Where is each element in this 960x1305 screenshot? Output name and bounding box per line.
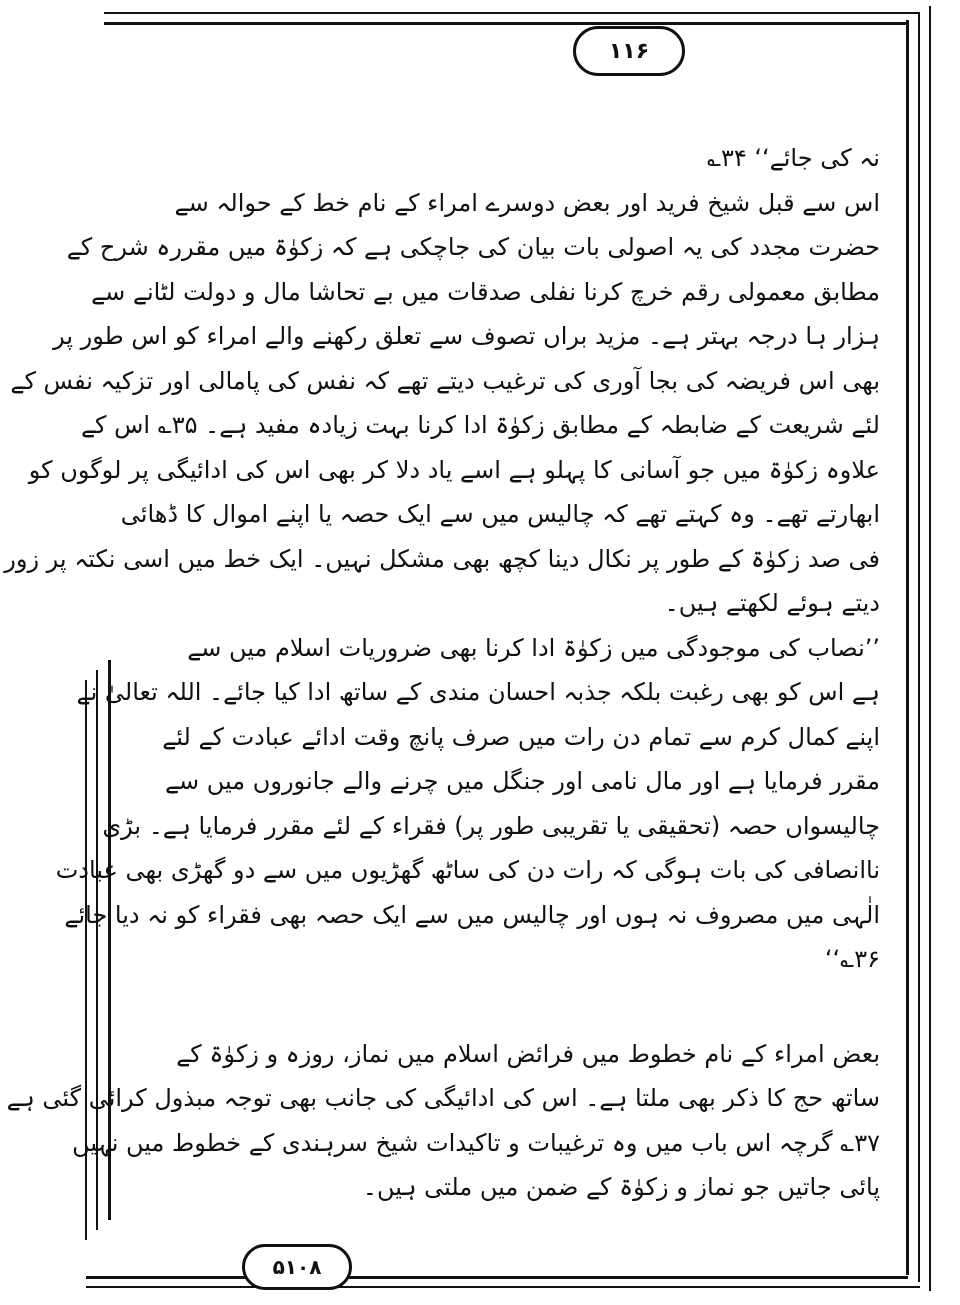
- page-number: ۱۱۶: [573, 26, 685, 76]
- paragraph-2: [6, 1032, 880, 1210]
- quote-line: مقرر فرمایا ہے اور مال نامی اور جنگل میں چرنے والے جانوروں میں سے: [164, 767, 880, 795]
- text-line: ہزار ہا درجہ بہتر ہے۔ مزید براں تصوف سے تعلق رکھنے والے امراء کو اس طور پر: [53, 322, 880, 350]
- quote-line: ۳۶؎‘‘: [824, 945, 880, 973]
- text-line: دیتے ہوئے لکھتے ہیں۔: [664, 589, 880, 617]
- frame-rule-top-inner: [104, 22, 909, 25]
- text-line: لئے شریعت کے ضابطہ کے مطابق زکوٰۃ ادا کرنا بہت زیادہ مفید ہے۔ ۳۵؎ اس کے: [80, 411, 880, 439]
- text-line: فی صد زکوٰۃ کے طور پر نکال دینا کچھ بھی مشکل نہیں۔ ایک خط میں اسی نکتہ پر زور: [4, 544, 880, 573]
- frame-rule-right-inner: [906, 20, 909, 1275]
- text-line: ابھارتے تھے۔ وہ کہتے تھے کہ چالیس میں سے ایک حصہ یا اپنے اموال کا ڈھائی: [120, 500, 880, 528]
- quote-line: چالیسواں حصہ (تحقیقی یا تقریبی طور پر) فقراء کے لئے مقرر فرمایا ہے۔ بڑی: [102, 811, 880, 840]
- text-line: ساتھ حج کا ذکر بھی ملتا ہے۔ اس کی ادائیگی کی جانب بھی توجہ مبذول کرائی گئی ہے: [6, 1084, 880, 1112]
- frame-rule-right-middle: [918, 12, 920, 1282]
- text-line: بھی اس فریضہ کی بجا آوری کی ترغیب دیتے تھے کہ نفس کی پامالی اور تزکیہ نفس کے: [10, 366, 880, 395]
- text-line: حضرت مجدد کی یہ اصولی بات بیان کی جاچکی ہے کہ زکوٰۃ میں مقررہ شرح کے: [66, 233, 880, 261]
- page-body: [4, 136, 880, 1210]
- quote-line: الٰہی میں مصروف نہ ہوں اور چالیس میں سے ایک حصہ بھی فقراء کو نہ دیا جائے: [64, 900, 880, 929]
- text-line: پائی جاتیں جو نماز و زکوٰۃ کے ضمن میں ملتی ہیں۔: [362, 1173, 880, 1201]
- quote-line: ناانصافی کی بات ہوگی کہ رات دن کی ساٹھ گھڑیوں میں سے دو گھڑی بھی عبادت: [55, 856, 880, 884]
- block-quote: [55, 626, 880, 982]
- footer-page-ref: ۵۱۰۸: [242, 1244, 352, 1290]
- text-line: ۳۷؎ گرچہ اس باب میں وہ ترغیبات و تاکیدات شیخ سرہندی کے خطوط میں نہیں: [72, 1128, 880, 1157]
- text-line: نہ کی جائے‘‘ ۳۴؎: [706, 144, 880, 172]
- paragraph-gap: [150, 982, 880, 1032]
- paragraph-1: [4, 136, 880, 626]
- quote-line: ’’نصاب کی موجودگی میں زکوٰۃ ادا کرنا بھی ضروریات اسلام میں سے: [187, 633, 880, 662]
- frame-rule-bottom-inner: [86, 1276, 908, 1279]
- text-line: علاوہ زکوٰۃ میں جو آسانی کا پہلو ہے اسے یاد دلا کر بھی اس کی ادائیگی پر لوگوں کو: [28, 455, 880, 484]
- frame-rule-top-outer: [104, 12, 920, 14]
- text-line: اس سے قبل شیخ فرید اور بعض دوسرے امراء کے نام خط کے حوالہ سے: [174, 188, 880, 217]
- frame-rule-right-outer: [929, 6, 931, 1291]
- quote-line: ہے اس کو بھی رغبت بلکہ جذبہ احسان مندی کے ساتھ ادا کیا جائے۔ اللہ تعالیٰ نے: [76, 678, 880, 706]
- text-line: مطابق معمولی رقم خرچ کرنا نفلی صدقات میں بے تحاشا مال و دولت لٹانے سے: [91, 277, 880, 306]
- frame-rule-bottom-outer: [86, 1286, 920, 1288]
- text-line: بعض امراء کے نام خطوط میں فرائض اسلام میں نماز، روزہ و زکوٰۃ کے: [176, 1039, 880, 1068]
- quote-line: اپنے کمال کرم سے تمام دن رات میں صرف پانچ وقت ادائے عبادت کے لئے: [162, 722, 880, 751]
